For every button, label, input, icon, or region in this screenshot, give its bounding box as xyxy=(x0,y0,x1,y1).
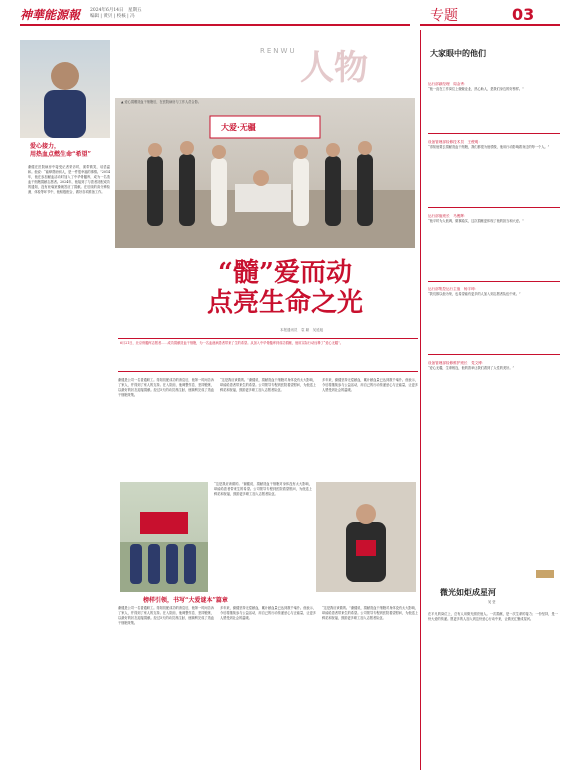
left-photo-figure xyxy=(20,40,110,138)
comment-sep xyxy=(428,281,560,282)
left-photo xyxy=(20,40,110,138)
section-label: 专题 xyxy=(430,8,458,24)
comment-author: 运行部副经理 周金秀： xyxy=(428,82,468,86)
comment-sep xyxy=(428,354,560,355)
award-photo xyxy=(316,482,416,592)
comments-list xyxy=(428,82,560,446)
left-column-text: 谢健在医院病房中接受记者采访时，面带微笑，话语温和。他说：“能够帮助别人，是一件很幸福的事情。”2014年，他在参加献血活动时加入了中华骨髓库，成为一名造血干细胞捐献志愿者。2024年，他接到了与患者初配成功的通知，没有丝毫犹豫就答应了捐献。在后续的高分辨检测、体检等环节中，他积极配合，做好各项准备工作。 xyxy=(28,165,110,195)
comment-text: “得知他要去捐献造血干细胞，我们都很为他骄傲，他用行动影响着身边的每一个人。” xyxy=(428,144,550,149)
comment-author: 运行部值班长 马俊辉： xyxy=(428,213,468,218)
main-col3: 多年来，谢健坚持无偿献血，累计献血量已达到数千毫升。他表示，今后将继续参与公益活动，用自己的行动传递爱心与正能量，让更多人感受到社会的温暖。 xyxy=(322,378,418,393)
main-photo xyxy=(115,98,415,248)
intro-text: 6月21日，北京骨髓库志愿者……成功捐献造血干细胞，为一名血液病患者带来了生的希望。从加入中华骨髓库到成功捐献，他用实际行动诠释了“爱心无疆”。 xyxy=(120,341,343,345)
column-badge xyxy=(536,570,554,578)
comment-item xyxy=(428,214,560,275)
newspaper-logo: 神華能源報 xyxy=(20,8,81,22)
intro-box xyxy=(118,338,418,372)
top-rule-right xyxy=(420,24,560,26)
micro-text: 在平凡的岗位上，总有人用微光照亮他人。一次捐献，是一次生命的接力；一份坚持，是一份大爱的传递。愿更多的人加入到这份爱心行动中来，让微光汇聚成星河。 xyxy=(428,612,558,622)
group-photo-scene xyxy=(120,482,208,592)
bottom-col3: “这是我应该做的。”谢健说，捐献造血干细胞对身体没有太大影响，却能给患者带来生的希望。公司领导专程到医院看望慰问，为他送上鲜花和祝福，鼓励更多职工加入志愿者队伍。 xyxy=(322,606,418,621)
headline-line2: 点亮生命之光 xyxy=(206,288,363,318)
right-divider xyxy=(420,30,421,770)
photo-caption: ▲ 爱心捐赠造血干细胞后，在医院病房与工作人员合影。 xyxy=(121,100,201,104)
bottom-col1: 谢健是公司一名普通职工。得知初配成功的消息后，他第一时间告诉了家人，并得到了家人的支持。在入院前，他调整作息、坚持锻炼，以最好的状态迎接捐献。经过5天的动员剂注射，他顺利完成了造血干细胞采集。 xyxy=(118,606,214,626)
main-col2-cont: “这是我应该做的。”谢健说，捐献造血干细胞对身体没有太大影响，却能给患者带来生的希望。公司领导专程到医院看望慰问，为他送上鲜花和祝福，鼓励更多职工加入志愿者队伍。 xyxy=(214,482,312,497)
micro-author: 吴 莹 xyxy=(488,600,496,604)
left-sub-head: 爱心接力， 用热血点燃生命“希望” xyxy=(30,143,91,158)
main-photo-scene xyxy=(115,98,415,248)
comment-item xyxy=(428,361,560,446)
comment-author: 运行部集控运行主值 杨宇坤： xyxy=(428,287,479,292)
main-col2: “这是我应该做的。”谢健说，捐献造血干细胞对身体没有太大影响，却能给患者带来生的希望。公司领导专程到医院看望慰问，为他送上鲜花和祝福，鼓励更多职工加入志愿者队伍。 xyxy=(220,378,316,393)
comment-author: 设备管理部检修维护班长 党文博： xyxy=(428,361,486,366)
bottom-col2: 多年来，谢健坚持无偿献血，累计献血量已达到数千毫升。他表示，今后将继续参与公益活动，用自己的行动传递爱心与正能量，让更多人感受到社会的温暖。 xyxy=(220,606,316,621)
masthead-info xyxy=(90,8,142,20)
group-photo xyxy=(120,482,208,592)
award-photo-scene xyxy=(316,482,416,592)
comment-author: 设备管理部检修技术员 王俊明： xyxy=(428,139,482,144)
comment-sep xyxy=(428,207,560,208)
comment-item xyxy=(428,287,560,348)
editors-line: 编辑 | 黄贝 | 校核 | 冯 xyxy=(90,14,135,19)
section-quote: 榜样引领，书写“大爱谜本”篇章 xyxy=(143,597,228,604)
issue-date: 2024年6月14日 星期五 xyxy=(90,8,142,13)
right-title: 大家眼中的他们 xyxy=(430,48,486,58)
headline-line1: “髓”爱而动 xyxy=(218,258,352,288)
micro-title: 微光如炬成星河 xyxy=(440,587,496,597)
banner-text: 大爱·无疆 xyxy=(221,122,256,132)
main-col1: 谢健是公司一名普通职工。得知初配成功的消息后，他第一时间告诉了家人，并得到了家人的支持。在入院前，他调整作息、坚持锻炼，以最好的状态迎接捐献。经过5天的动员剂注射，他顺利完成了造血干细胞采集。 xyxy=(118,378,214,398)
renwu-label: RENWU xyxy=(260,47,297,55)
page-number: 03 xyxy=(512,5,535,24)
headline xyxy=(155,258,415,318)
byline: 本报通讯员 袁 颖 吴延旭 xyxy=(280,328,324,332)
top-rule xyxy=(20,24,410,26)
comment-item xyxy=(428,140,560,201)
renwu-watermark: 人物 xyxy=(300,48,368,88)
comment-sep xyxy=(428,133,560,134)
comment-item xyxy=(428,82,560,127)
comment-text: “他平时为人低调，做事踏实，这次捐献更体现了他的担当和大爱。” xyxy=(428,218,524,223)
comment-text: “他一直在工作岗位上兢兢业业，热心助人，是我们身边的好榜样。” xyxy=(428,87,524,91)
comment-text: “爱心无疆，生命相连，他的善举让我们看到了人性的美好。” xyxy=(428,366,515,371)
comment-text: “我们都以他为荣，也希望能有更多的人加入到志愿者队伍中来。” xyxy=(428,292,521,297)
